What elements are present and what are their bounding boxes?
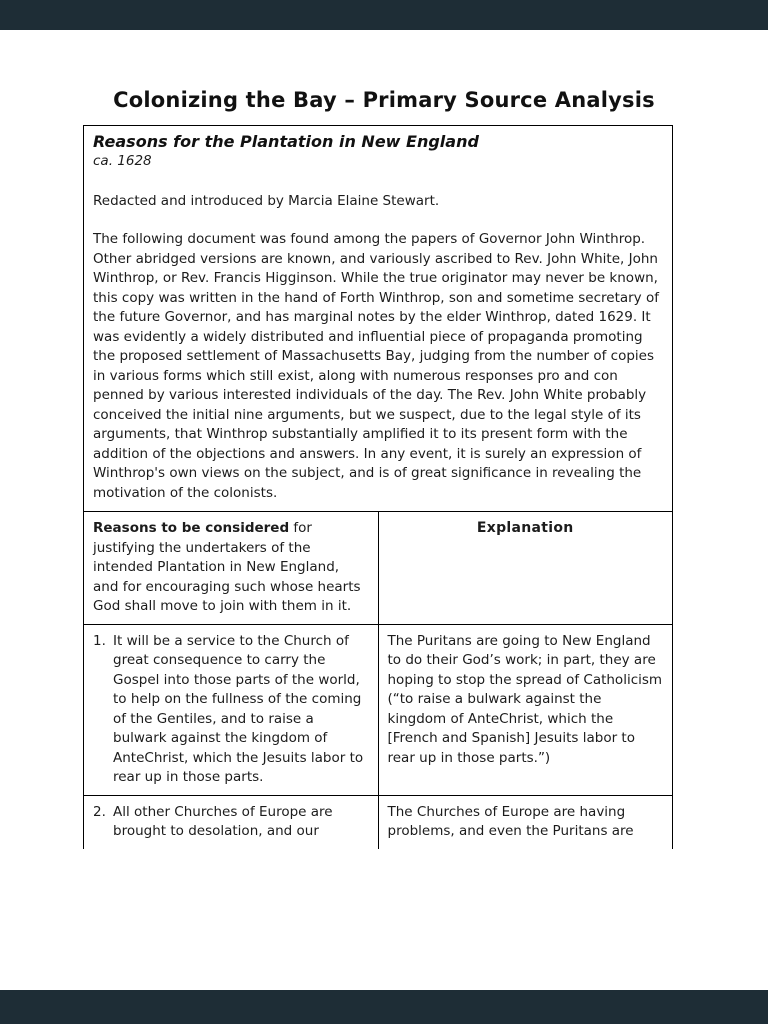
intro-byline: Redacted and introduced by Marcia Elaine Stewart. [93,192,440,209]
reason-cell [84,624,379,795]
viewer-top-bar [0,0,768,30]
reason-text: It will be a service to the Church of great consequence to carry the Gospel into those parts of the world, to help on the fullness of the coming of the Gentiles, and to raise a bulwark against the kingdom of AnteChrist, which the Jesuits labor to rear up in those parts. [113,632,364,785]
viewer-bottom-bar [0,990,768,1024]
intro-box [83,125,673,512]
document-title: Colonizing the Bay – Primary Source Analysis [113,88,655,112]
reasons-header-cell [84,512,379,625]
table-row [84,795,673,849]
reason-number: 2. [93,803,106,820]
explanation-cell: The Puritans are going to New England to do their God’s work; in part, they are hoping to stop the spread of Catholicism (“to raise a bulwark against the kingdom of AnteChrist, which the [French and Spanish] Jesuits labor to rear up in those parts.”) [378,624,673,795]
table-row [84,624,673,795]
intro-heading: Reasons for the Plantation in New England [93,132,479,151]
explanation-cell: The Churches of Europe are having problems, and even the Puritans are [378,795,673,849]
reason-text: All other Churches of Europe are brought to desolation, and our [113,803,333,839]
document-page [0,30,768,990]
reason-list-item [93,803,369,842]
reasons-header-bold-text: Reasons to be considered [93,520,290,536]
reasons-header-rest-text: for justifying the undertakers of the intended Plantation in New England, and for encouraging such whose hearts God shall move to join with them in it. [93,520,361,614]
reason-list-item [93,632,369,788]
reasons-table [83,511,673,849]
reason-number: 1. [93,632,106,649]
reason-cell [84,795,379,849]
table-header-row [84,512,673,625]
intro-paragraph: The following document was found among the papers of Governor John Winthrop. Other abridged versions are known, and variously ascribed to Rev. John White, John Winthrop, or Rev. Francis Higginson. While the true originator may never be known, this copy was written in the hand of Forth Winthrop, son and sometime secretary of the future Governor, and has marginal notes by the elder Winthrop, dated 1629. It was evidently a widely distributed and influential piece of propaganda promoting the proposed settlement of Massachusetts Bay, judging from the number of copies in various forms which still exist, along with numerous responses pro and con penned by various interested individuals of the day. The Rev. John White probably conceived the initial nine arguments, but we suspect, due to the legal style of its arguments, that Winthrop substantially amplified it to its present form with the addition of the objections and answers. In any event, it is surely an expression of Winthrop's own views on the subject, and is of great significance in revealing the motivation of the colonists. [93,231,659,501]
intro-date: ca. 1628 [93,153,152,169]
document-content [83,125,673,849]
explanation-header-cell: Explanation [378,512,673,625]
